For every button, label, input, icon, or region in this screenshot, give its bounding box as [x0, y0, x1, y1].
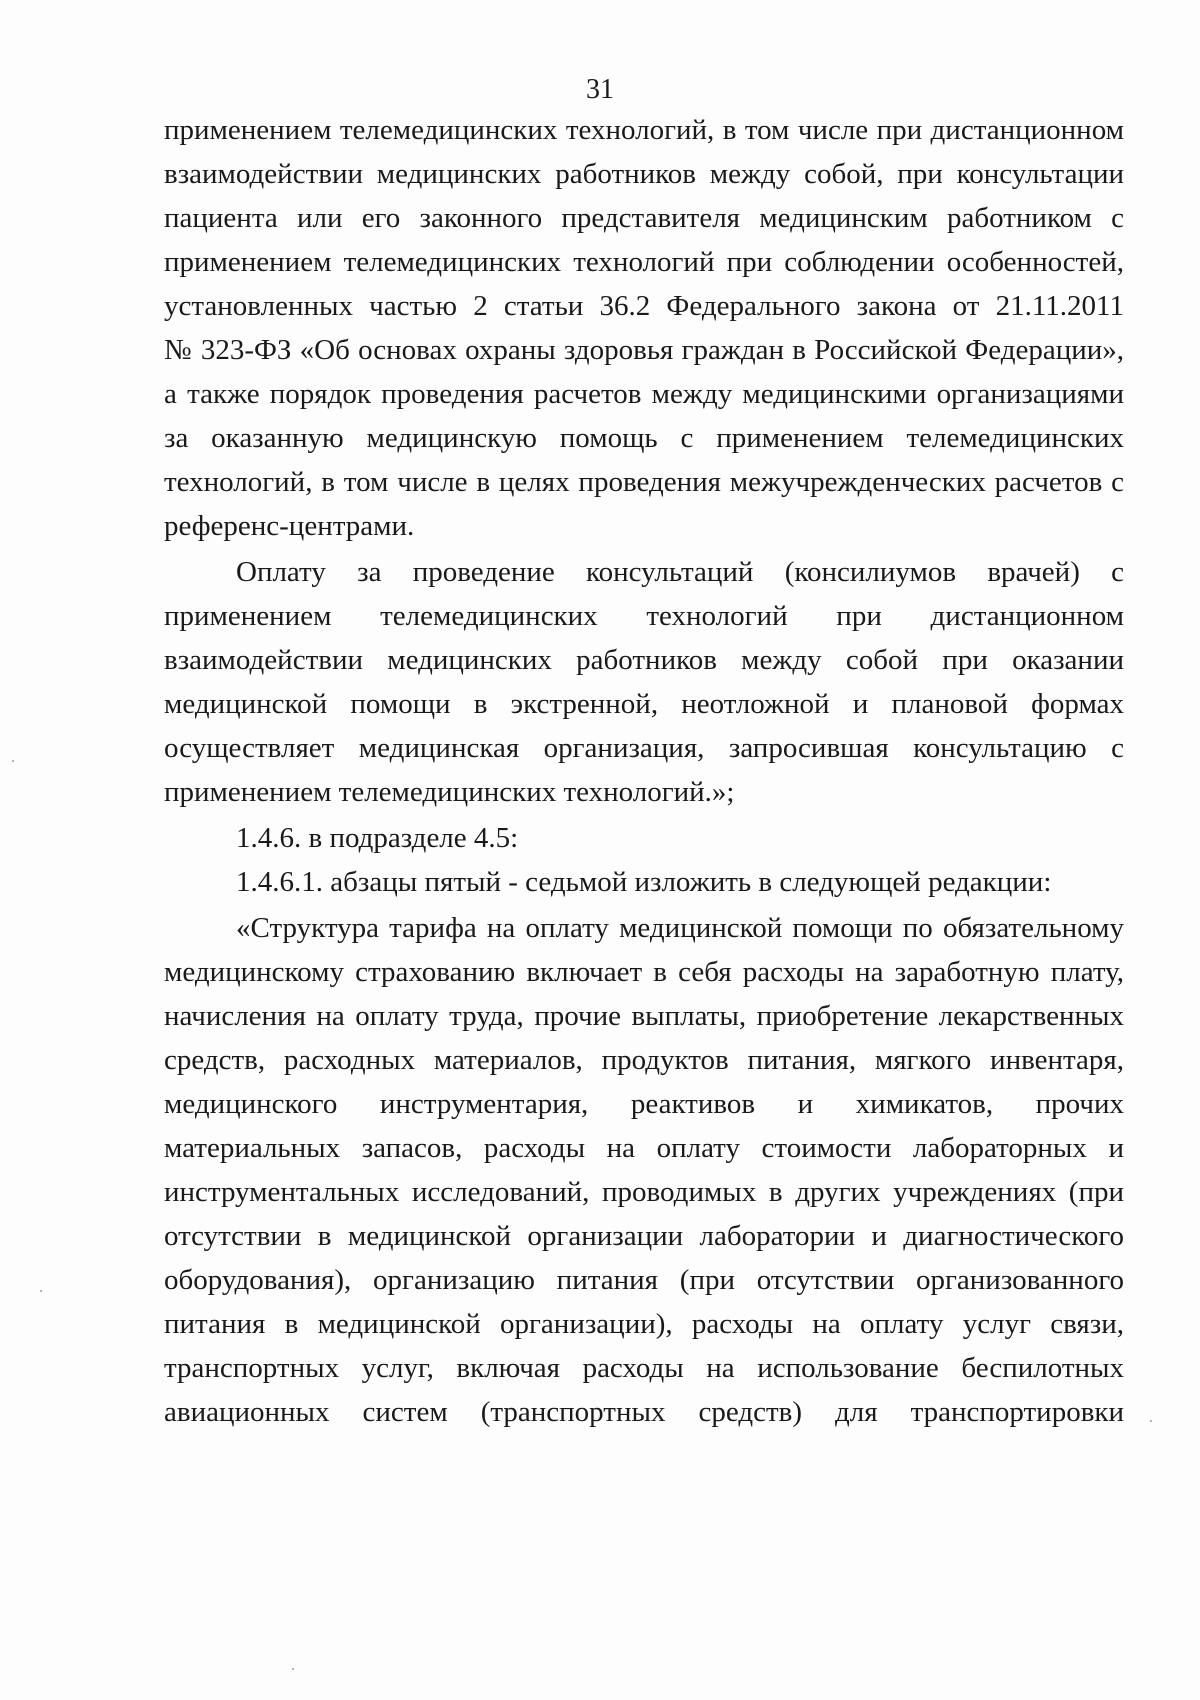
text-line: медицинскому страхованию включает в себя расходы на заработную плату, — [164, 956, 1124, 988]
clause-heading: 1.4.6. в подразделе 4.5: — [236, 822, 519, 854]
paragraph-first-line: Оплату за проведение консультаций (консилиумов врачей) с — [236, 556, 1124, 588]
page-number: 31 — [586, 74, 614, 105]
text-line: отсутствии в медицинской организации лаборатории и диагностического — [164, 1220, 1124, 1252]
text-line: а также порядок проведения расчетов между медицинскими организациями — [164, 378, 1124, 410]
text-line: установленных частью 2 статьи 36.2 Федерального закона от 21.11.2011 — [164, 290, 1124, 322]
text-line: применением телемедицинских технологий при соблюдении особенностей, — [164, 246, 1124, 278]
text-line: за оказанную медицинскую помощь с применением телемедицинских — [164, 422, 1124, 454]
text-line: осуществляет медицинская организация, запросившая консультацию с — [164, 732, 1124, 764]
text-line: начисления на оплату труда, прочие выплаты, приобретение лекарственных — [164, 1000, 1124, 1032]
text-line: транспортных услуг, включая расходы на использование беспилотных — [164, 1352, 1124, 1384]
scan-speck — [292, 1668, 294, 1670]
text-line: авиационных систем (транспортных средств) для транспортировки — [164, 1396, 1124, 1428]
paragraph-first-line: «Структура тарифа на оплату медицинской помощи по обязательному — [236, 912, 1124, 944]
text-line: технологий, в том числе в целях проведения межучрежденческих расчетов с — [164, 466, 1124, 498]
text-line: медицинского инструментария, реактивов и химикатов, прочих — [164, 1088, 1124, 1120]
text-line: медицинской помощи в экстренной, неотложной и плановой формах — [164, 688, 1124, 720]
text-line: пациента или его законного представителя медицинским работником с — [164, 202, 1124, 234]
text-line: оборудования), организацию питания (при отсутствии организованного — [164, 1264, 1124, 1296]
text-line: взаимодействии медицинских работников между собой, при консультации — [164, 158, 1124, 190]
text-line: применением телемедицинских технологий.»; — [164, 776, 735, 808]
scan-speck — [12, 760, 14, 762]
clause-heading: 1.4.6.1. абзацы пятый - седьмой изложить в следующей редакции: — [236, 866, 1052, 898]
text-line: взаимодействии медицинских работников между собой при оказании — [164, 644, 1124, 676]
text-line: применением телемедицинских технологий, в том числе при дистанционном — [164, 114, 1124, 146]
scan-speck — [40, 1290, 42, 1292]
text-line: референс-центрами. — [164, 510, 415, 542]
text-line: материальных запасов, расходы на оплату стоимости лабораторных и — [164, 1132, 1124, 1164]
text-line: питания в медицинской организации), расходы на оплату услуг связи, — [164, 1308, 1124, 1340]
text-line: № 323-ФЗ «Об основах охраны здоровья граждан в Российской Федерации», — [164, 334, 1124, 366]
text-line: инструментальных исследований, проводимых в других учреждениях (при — [164, 1176, 1124, 1208]
text-line: применением телемедицинских технологий при дистанционном — [164, 600, 1124, 632]
text-line: средств, расходных материалов, продуктов питания, мягкого инвентаря, — [164, 1044, 1124, 1076]
scan-speck — [1150, 1420, 1152, 1422]
